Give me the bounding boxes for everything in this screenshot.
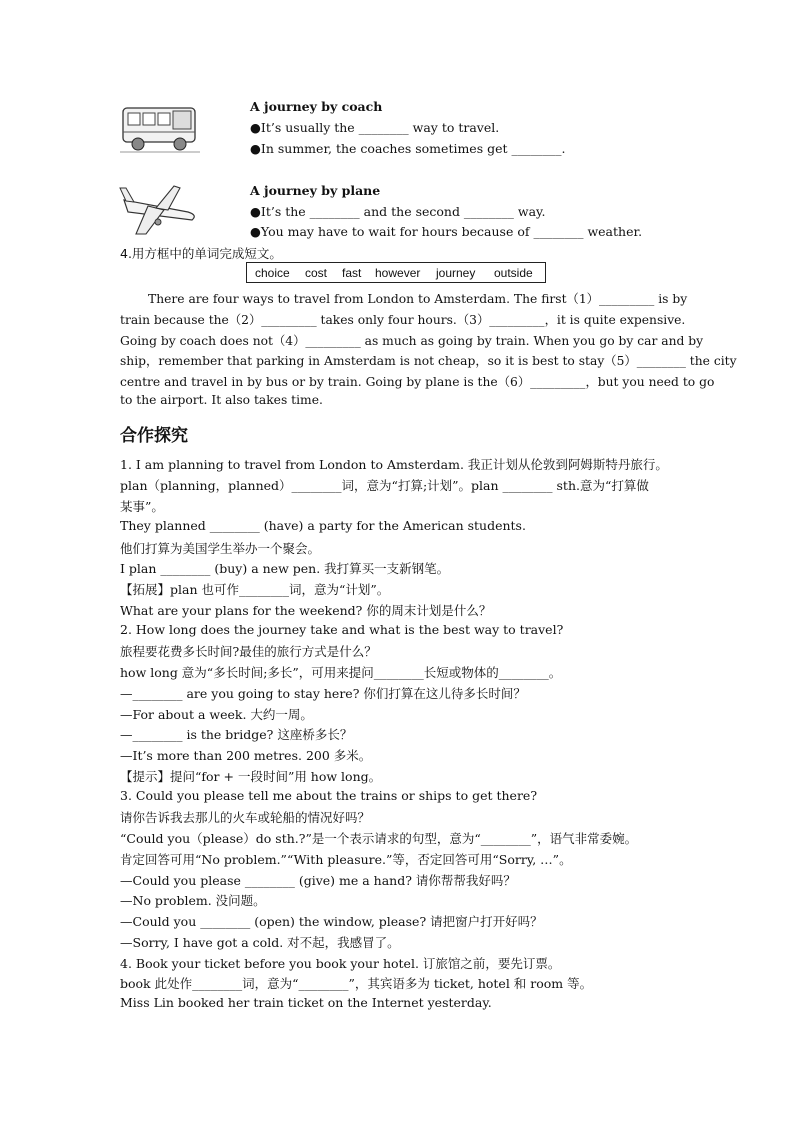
coach-title: A journey by coach xyxy=(250,99,383,114)
text-line: plan（planning，planned）________词，意为“打算;计划”。plan ________ sth.意为“打算做 xyxy=(120,478,649,493)
word-box xyxy=(246,262,546,283)
text-line: 1. I am planning to travel from London to Amsterdam. 我正计划从伦敦到阿姆斯特丹旅行。 xyxy=(120,457,668,472)
plane-line-1: ●It’s the ________ and the second ________ way. xyxy=(250,204,546,219)
text-line: They planned ________ (have) a party for the American students. xyxy=(120,518,526,533)
text-line: —Could you ________ (open) the window, please? 请把窗户打开好吗？ xyxy=(120,914,543,929)
text-line: I plan ________ (buy) a new pen. 我打算买一支新钢笔。 xyxy=(120,561,450,576)
text-line: 2. How long does the journey take and what is the best way to travel? xyxy=(120,622,564,637)
word-outside: outside xyxy=(494,266,533,280)
text-line: 肯定回答可用“No problem.”“With pleasure.”等，否定回答可用“Sorry, …”。 xyxy=(120,852,572,867)
word-fast: fast xyxy=(342,266,362,280)
text-line: Miss Lin booked her train ticket on the Internet yesterday. xyxy=(120,995,492,1010)
text-line: —________ is the bridge? 这座桥多长？ xyxy=(120,727,353,742)
text-line: —No problem. 没问题。 xyxy=(120,893,266,908)
passage-line-4: ship，remember that parking in Amsterdam is not cheap，so it is best to stay（5）________ the city xyxy=(120,354,737,368)
text-line: book 此处作________词，意为“________”，其宾语多为 ticket, hotel 和 room 等。 xyxy=(120,976,593,991)
word-cost: cost xyxy=(305,266,328,280)
task4-heading: 4.用方框中的单词完成短文。 xyxy=(120,246,282,261)
passage-line-2: train because the（2）_________ takes only four hours.（3）_________，it is quite expensive. xyxy=(120,313,686,327)
airplane-icon xyxy=(118,182,200,238)
plane-title: A journey by plane xyxy=(250,183,381,198)
word-however: however xyxy=(375,266,421,280)
passage-line-1: There are four ways to travel from London to Amsterdam. The first（1）_________ is by xyxy=(148,292,688,306)
text-line: 他们打算为美国学生举办一个聚会。 xyxy=(120,541,321,556)
passage-line-3: Going by coach does not（4）_________ as much as going by train. When you go by car and by xyxy=(120,334,704,348)
word-journey: journey xyxy=(436,266,476,280)
text-line: What are your plans for the weekend? 你的周末计划是什么？ xyxy=(120,603,492,618)
word-choice: choice xyxy=(255,266,290,280)
coach-line-1: ●It’s usually the ________ way to travel. xyxy=(250,120,500,135)
section-title: 合作探究 xyxy=(120,426,188,446)
text-line: 某事”。 xyxy=(120,499,164,514)
text-line: —Sorry, I have got a cold. 对不起，我感冒了。 xyxy=(120,935,400,950)
text-line: 请你告诉我去那儿的火车或轮船的情况好吗？ xyxy=(120,810,371,825)
plane-line-2: ●You may have to wait for hours because of ________ weather. xyxy=(250,224,643,239)
text-line: 旅程要花费多长时间?最佳的旅行方式是什么？ xyxy=(120,644,377,659)
text-line: —________ are you going to stay here? 你们打算在这儿待多长时间？ xyxy=(120,686,526,701)
text-line: “Could you（please）do sth.?”是一个表示请求的句型，意为“________”，语气非常委婉。 xyxy=(120,831,638,846)
text-line: how long 意为“多长时间;多长”，可用来提问________长短或物体的________。 xyxy=(120,665,562,680)
text-line: 【提示】提问“for + 一段时间”用 how long。 xyxy=(120,769,382,784)
text-line: —It’s more than 200 metres. 200 多米。 xyxy=(120,748,372,763)
passage-line-6: to the airport. It also takes time. xyxy=(120,393,323,407)
coach-icon xyxy=(120,98,200,156)
text-line: 4. Book your ticket before you book your hotel. 订旅馆之前，要先订票。 xyxy=(120,956,561,971)
coach-line-2: ●In summer, the coaches sometimes get ________. xyxy=(250,141,566,156)
text-line: —For about a week. 大约一周。 xyxy=(120,707,313,722)
text-line: 【拓展】plan 也可作________词，意为“计划”。 xyxy=(120,582,390,597)
text-line: —Could you please ________ (give) me a hand? 请你帮帮我好吗？ xyxy=(120,873,516,888)
text-line: 3. Could you please tell me about the trains or ships to get there? xyxy=(120,788,538,803)
passage-line-5: centre and travel in by bus or by train. Going by plane is the（6）_________，but you need to go xyxy=(120,375,715,389)
